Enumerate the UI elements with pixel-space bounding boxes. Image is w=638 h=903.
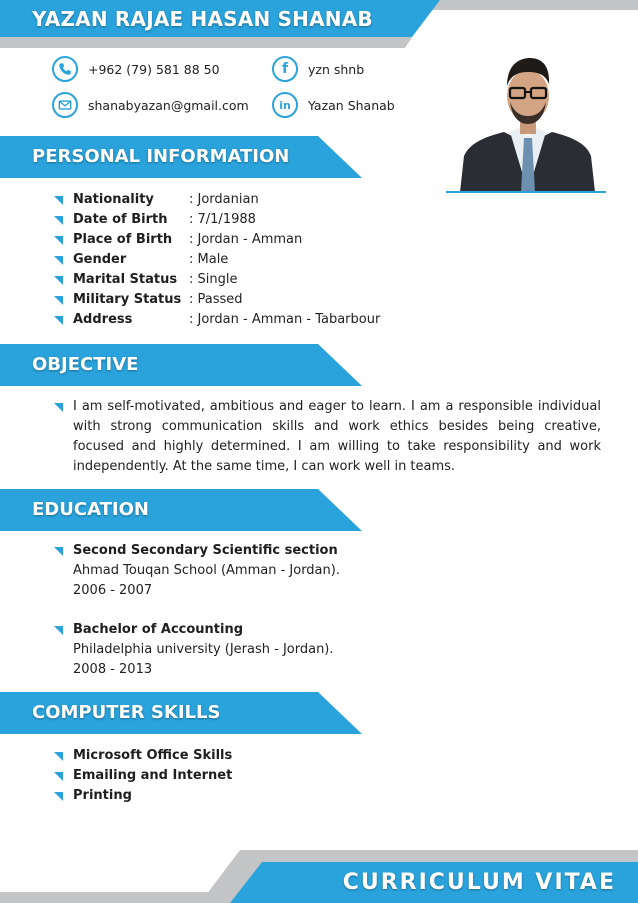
bullet-icon: [54, 216, 63, 225]
bullet-icon: [54, 276, 63, 285]
bullet-icon: [54, 236, 63, 245]
computer-skills-heading: COMPUTER SKILLS: [32, 702, 221, 723]
facebook-contact[interactable]: [272, 56, 364, 82]
linkedin-contact[interactable]: [272, 92, 395, 118]
personal-information-heading: PERSONAL INFORMATION: [32, 146, 290, 167]
education-degree: Bachelor of Accounting: [73, 622, 244, 637]
linkedin-name: Yazan Shanab: [308, 97, 395, 113]
education-heading: EDUCATION: [32, 499, 149, 520]
profile-photo: [460, 44, 595, 192]
personal-info-label: Address: [73, 312, 133, 327]
facebook-name: yzn shnb: [308, 61, 365, 77]
education-degree: Second Secondary Scientific section: [73, 543, 338, 558]
personal-info-label: Military Status: [73, 292, 182, 307]
skill-item: Microsoft Office Skills: [73, 748, 233, 763]
personal-info-value: : Jordan - Amman - Tabarbour: [189, 312, 381, 327]
phone-number: +962 (79) 581 88 50: [88, 61, 220, 77]
objective-heading: OBJECTIVE: [32, 354, 139, 375]
personal-info-value: : Single: [189, 272, 238, 287]
bullet-icon: [54, 403, 63, 412]
footer-title: CURRICULUM VITAE: [342, 870, 616, 895]
personal-info-value: : Male: [189, 252, 229, 267]
bullet-icon: [54, 792, 63, 801]
bullet-icon: [54, 772, 63, 781]
bullet-icon: [54, 296, 63, 305]
linkedin-icon: in: [272, 92, 298, 118]
skill-item: Emailing and Internet: [73, 768, 233, 783]
objective-text: I am self-motivated, ambitious and eager to learn. I am a responsible individual with strong communication skills and work ethics besides being creative, focused and highly determined. I am willing to take responsibility and work independently. At the same time, I can work well in teams.: [73, 399, 601, 474]
email-address: shanabyazan@gmail.com: [88, 97, 249, 113]
bullet-icon: [54, 316, 63, 325]
education-school: Philadelphia university (Jerash - Jordan).: [73, 642, 334, 657]
personal-info-value: : 7/1/1988: [189, 212, 256, 227]
bullet-icon: [54, 256, 63, 265]
phone-icon: [52, 56, 78, 82]
photo-underline: [446, 191, 606, 193]
personal-info-label: Nationality: [73, 192, 154, 207]
bullet-icon: [54, 752, 63, 761]
personal-info-value: : Passed: [189, 292, 243, 307]
education-school: Ahmad Touqan School (Amman - Jordan).: [73, 563, 340, 578]
personal-info-label: Date of Birth: [73, 212, 168, 227]
personal-info-value: : Jordan - Amman: [189, 232, 303, 247]
bullet-icon: [54, 196, 63, 205]
phone-contact[interactable]: [52, 56, 220, 82]
personal-info-value: : Jordanian: [189, 192, 259, 207]
email-contact[interactable]: [52, 92, 249, 118]
personal-info-label: Marital Status: [73, 272, 178, 287]
education-years: 2008 - 2013: [73, 662, 153, 677]
bullet-icon: [54, 626, 63, 635]
bullet-icon: [54, 547, 63, 556]
personal-info-label: Place of Birth: [73, 232, 173, 247]
personal-info-label: Gender: [73, 252, 127, 267]
email-icon: [52, 92, 78, 118]
skill-item: Printing: [73, 788, 132, 803]
education-years: 2006 - 2007: [73, 583, 153, 598]
facebook-icon: f: [272, 56, 298, 82]
candidate-name: YAZAN RAJAE HASAN SHANAB: [32, 7, 373, 31]
